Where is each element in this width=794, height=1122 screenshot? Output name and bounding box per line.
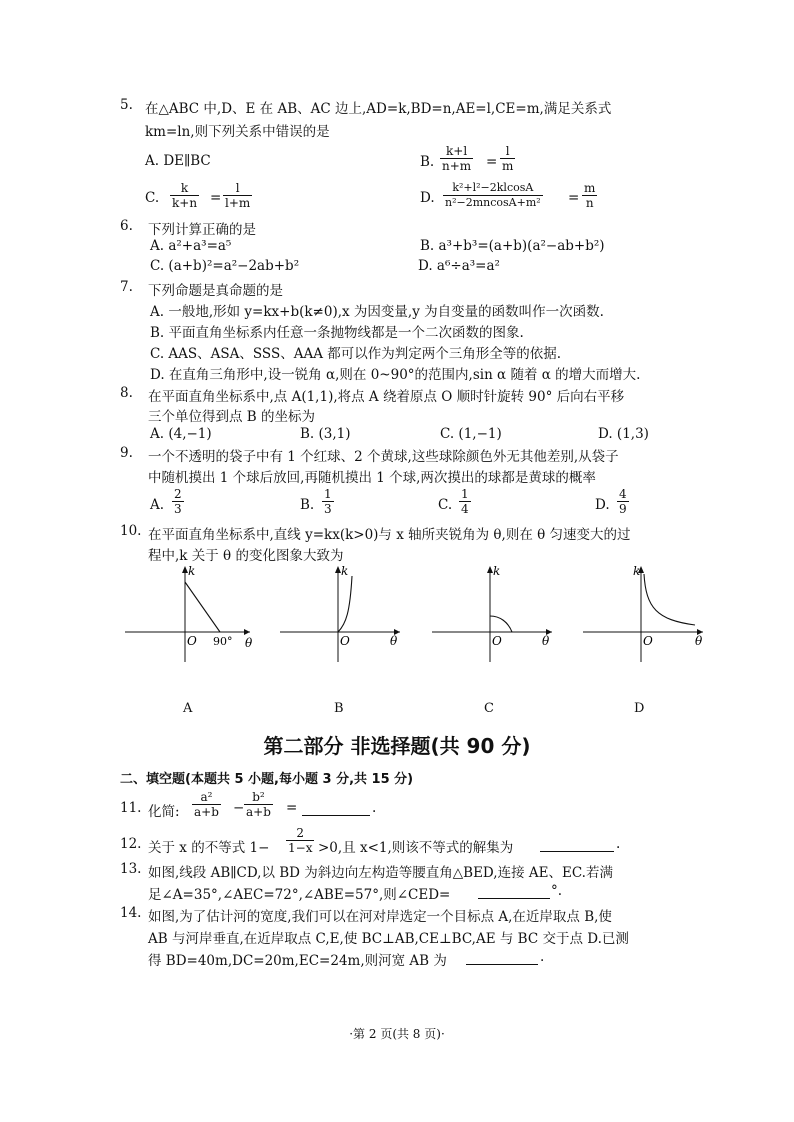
denominator: 1−x [288,841,313,855]
graph-b-curve [338,576,352,632]
axis-label-k: k [493,564,501,578]
equals-sign: = [286,800,298,816]
axis-label-theta: θ [245,636,253,650]
q6-option-b: B. a³+b³=(a+b)(a²−ab+b²) [420,238,605,254]
q11-prefix: 化简: [148,804,180,820]
q11-fraction-1 [192,790,221,819]
denominator: n [585,196,594,210]
q5-option-d-fraction-left [443,181,543,210]
graph-c-curve [490,616,512,632]
denominator: a+b [194,805,219,819]
axis-label-k: k [341,564,349,578]
numerator: a² [192,790,221,805]
q9-stem-line1: 一个不透明的袋子中有 1 个红球、2 个黄球,这些球除颜色外无其他差别,从袋子 [148,449,619,465]
q12-fraction [286,826,314,855]
q7-number: 7. [120,279,133,295]
q5-number: 5. [120,97,133,113]
q14-line1: 如图,为了估计河的宽度,我们可以在河对岸选定一个目标点 A,在近岸取点 B,使 [148,909,612,925]
part-two-title: 第二部分 非选择题(共 90 分) [263,734,531,758]
denominator: n+m [442,159,472,173]
axis-label-theta: θ [542,634,550,648]
graph-label-c: C [484,701,494,716]
q7-option-d: D. 在直角三角形中,设一锐角 α,则在 0~90°的范围内,sin α 随着 α 的增大而增大. [150,367,641,383]
numerator: m [584,181,596,195]
q5-option-a: A. DE∥BC [145,153,211,169]
q8-option-d: D. (1,3) [598,426,649,442]
axis-label-k: k [188,564,196,578]
denominator: 3 [174,502,182,516]
axis-label-theta: θ [695,634,703,648]
q8-option-a: A. (4,−1) [150,426,212,442]
q10-stem-line2: 程中,k 关于 θ 的变化图象大致为 [148,548,344,564]
q8-number: 8. [120,385,133,401]
q7-option-b: B. 平面直角坐标系内任意一条抛物线都是一个二次函数的图象. [150,325,524,341]
origin-label: O [492,634,502,648]
graph-label-d: D [634,701,645,716]
q9-option-b-label: B. [300,497,315,513]
q6-option-d: D. a⁶÷a³=a² [418,258,500,274]
denominator: 3 [324,502,332,516]
q8-option-c: C. (1,−1) [440,426,502,442]
q13-line1: 如图,线段 AB∥CD,以 BD 为斜边向左构造等腰直角△BED,连接 AE、EC.若满 [148,865,613,881]
period: . [372,800,377,816]
graph-label-a: A [183,701,193,716]
q7-option-a: A. 一般地,形如 y=kx+b(k≠0),x 为因变量,y 为自变量的函数叫作一次函数. [150,304,604,320]
numerator: k+l [440,144,473,159]
q9-option-c-label: C. [438,497,453,513]
q6-option-a: A. a²+a³=a⁵ [150,238,232,254]
q9-option-c-fraction [459,487,471,516]
q11-answer-blank[interactable] [302,800,370,816]
q13-line2: 足∠A=35°,∠AEC=72°,∠ABE=57°,则∠CED= [148,887,451,903]
q5-stem-line1: 在△ABC 中,D、E 在 AB、AC 边上,AD=k,BD=n,AE=l,CE=m,满足关系式 [145,101,612,117]
denominator: l+m [225,196,251,210]
denominator: 9 [619,502,627,516]
q13-end: °. [551,883,563,899]
equals-sign: = [486,154,498,170]
q5-option-c-label: C. [145,190,160,206]
q6-option-c: C. (a+b)²=a²−2ab+b² [150,258,300,274]
q5-option-b-label: B. [420,154,435,170]
graph-b [280,562,405,662]
numerator: l [223,181,252,196]
q10-number: 10. [120,523,142,539]
q8-option-b: B. (3,1) [300,426,351,442]
numerator: 2 [174,487,182,501]
q13-answer-blank[interactable] [478,883,550,899]
denominator: k+n [172,196,198,210]
q8-stem-line1: 在平面直角坐标系中,点 A(1,1),将点 A 绕着原点 O 顺时针旋转 90° 后向右平移 [148,389,625,405]
q5-stem-line2: km=ln,则下列关系中错误的是 [145,124,330,140]
q9-option-a-label: A. [150,497,165,513]
q9-option-b-fraction [322,487,334,516]
origin-label: O [340,634,350,648]
denominator: n²−2mncosA+m² [445,196,541,209]
q7-stem: 下列命题是真命题的是 [148,283,283,299]
numerator: k [170,181,199,196]
q14-number: 14. [120,905,142,921]
numerator: l [500,144,515,159]
page-footer: ·第 2 页(共 8 页)· [349,1027,445,1041]
q12-suffix: >0,且 x<1,则该不等式的解集为 [318,840,514,856]
graph-c [432,562,557,662]
denominator: 4 [461,502,469,516]
equals-sign: = [210,190,222,206]
tick-label-90: 90° [213,635,233,648]
q9-number: 9. [120,445,133,461]
minus-sign: − [233,800,245,816]
x-axis-arrow [244,629,250,635]
q9-option-d-label: D. [595,497,610,513]
q9-option-a-fraction [172,487,184,516]
q14-line2: AB 与河岸垂直,在近岸取点 C,E,使 BC⊥AB,CE⊥BC,AE 与 BC 交于点 D.已测 [148,931,629,947]
q9-stem-line2: 中随机摸出 1 个球后放回,再随机摸出 1 个球,两次摸出的球都是黄球的概率 [148,470,596,486]
numerator: k²+l²−2klcosA [443,181,543,196]
graph-d [583,562,708,662]
graph-a [125,562,255,662]
q5-option-d-fraction-right [582,181,597,210]
origin-label: O [643,634,653,648]
q9-option-d-fraction [617,487,629,516]
q5-option-c-fraction-right [223,181,252,210]
q10-stem-line1: 在平面直角坐标系中,直线 y=kx(k>0)与 x 轴所夹锐角为 θ,则在 θ 匀速变大的过 [148,527,631,543]
equals-sign: = [568,190,580,206]
q11-fraction-2 [244,790,273,819]
numerator: 1 [461,487,469,501]
numerator: 4 [619,487,627,501]
q6-number: 6. [120,218,133,234]
section-two-header: 二、填空题(本题共 5 小题,每小题 3 分,共 15 分) [120,772,414,787]
numerator: b² [244,790,273,805]
period: . [616,836,621,852]
q11-number: 11. [120,800,142,816]
q8-stem-line2: 三个单位得到点 B 的坐标为 [148,409,316,425]
graph-d-curve [644,574,695,625]
q12-prefix: 关于 x 的不等式 1− [148,840,270,856]
q5-option-d-label: D. [420,190,435,206]
axis-label-theta: θ [390,634,398,648]
q6-stem: 下列计算正确的是 [148,222,256,238]
q7-option-c: C. AAS、ASA、SSS、AAA 都可以作为判定两个三角形全等的依据. [150,346,562,362]
q13-number: 13. [120,861,142,877]
denominator: a+b [246,805,271,819]
q5-option-b-fraction-left [440,144,473,173]
q14-line3: 得 BD=40m,DC=20m,EC=24m,则河宽 AB 为 [148,953,447,969]
denominator: m [502,159,514,173]
q12-answer-blank[interactable] [540,836,614,852]
q12-number: 12. [120,836,142,852]
numerator: 2 [286,826,314,841]
numerator: 1 [324,487,332,501]
q5-option-c-fraction-left [170,181,199,210]
axis-label-k: k [633,564,641,578]
q14-answer-blank[interactable] [466,949,538,965]
period: . [540,949,545,965]
graph-label-b: B [334,701,344,716]
origin-label: O [187,634,197,648]
graph-a-curve [185,582,220,632]
q5-option-b-fraction-right [500,144,515,173]
